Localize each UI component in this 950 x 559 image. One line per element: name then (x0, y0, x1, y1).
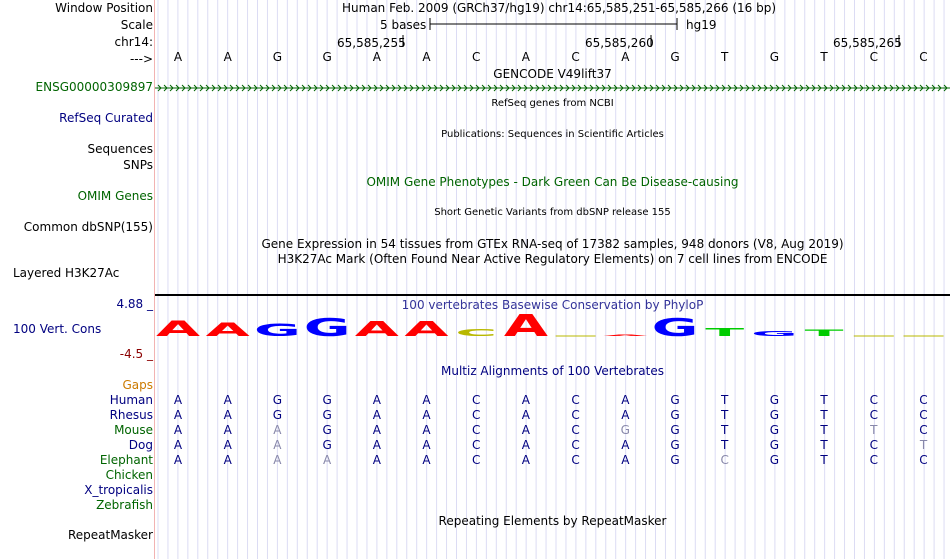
alignment-base: A (173, 453, 183, 467)
alignment-base: A (173, 438, 183, 452)
alignment-base: G (322, 408, 332, 422)
species-label[interactable]: Human (109, 393, 153, 407)
label-refseq[interactable]: RefSeq Curated (59, 111, 153, 125)
reference-base: C (571, 50, 580, 64)
alignment-base: C (869, 408, 878, 422)
alignment-base: A (273, 438, 282, 452)
alignment-base: G (769, 438, 780, 452)
scale-bar-icon (155, 14, 950, 48)
reference-base: C (471, 50, 481, 64)
species-label[interactable]: Chicken (105, 468, 153, 482)
conservation-mark: T (705, 326, 745, 339)
alignment-base: C (919, 423, 928, 437)
label-gencode-gene[interactable]: ENSG00000309897 (35, 80, 153, 94)
alignment-base: A (223, 438, 232, 452)
h3k27ac-title: H3K27Ac Mark (Often Found Near Active Regulatory Elements) on 7 cell lines from ENCODE (277, 252, 828, 266)
conservation-mark: G (254, 320, 301, 341)
alignment-base: G (272, 393, 283, 407)
alignment-base: A (223, 453, 232, 467)
conservation-mark: C (455, 326, 498, 339)
alignment-base: G (322, 438, 332, 452)
alignment-base: A (223, 393, 232, 407)
alignment-base: T (820, 438, 828, 452)
reference-base: G (272, 50, 283, 64)
alignment-base: A (621, 438, 630, 452)
alignment-base: T (721, 408, 729, 422)
alignment-base: A (621, 408, 630, 422)
omim-title: OMIM Gene Phenotypes - Dark Green Can Be Disease-causing (366, 175, 739, 189)
gtex-title: Gene Expression in 54 tissues from GTEx RNA-seq of 17382 samples, 948 donors (V8, Aug 2019) (261, 237, 844, 251)
alignment-base: T (919, 438, 928, 452)
alignment-base: A (372, 408, 381, 422)
repeatmasker-title: Repeating Elements by RepeatMasker (438, 514, 667, 528)
alignment-base: C (471, 423, 481, 437)
alignment-base: A (521, 408, 530, 422)
label-cons-max: 4.88 _ (116, 297, 153, 311)
alignment-base: A (372, 393, 381, 407)
alignment-base: C (571, 393, 580, 407)
coord-1: 65,585,255 (337, 36, 406, 50)
alignment-base: A (372, 453, 381, 467)
alignment-base: G (769, 423, 780, 437)
reference-base: A (372, 50, 381, 64)
alignment-base: C (919, 393, 928, 407)
alignment-base: T (820, 423, 828, 437)
alignment-base: C (571, 423, 580, 437)
alignment-base: G (670, 453, 680, 467)
publications-title: Publications: Sequences in Scientific Articles (441, 129, 664, 140)
reference-base: G (769, 50, 780, 64)
alignment-base: A (372, 423, 381, 437)
alignment-base: G (670, 408, 680, 422)
alignment-base: A (173, 423, 183, 437)
label-window-position: Window Position (55, 1, 153, 15)
alignment-base: G (769, 453, 780, 467)
label-h3k27ac[interactable]: Layered H3K27Ac (13, 266, 120, 280)
label-strand-arrow: ---> (129, 52, 153, 66)
alignment-base: C (720, 453, 729, 467)
alignment-base: G (620, 423, 630, 437)
alignment-base: A (223, 423, 232, 437)
conservation-mark: A (404, 317, 449, 342)
alignment-base: T (721, 393, 729, 407)
alignment-base: A (223, 408, 232, 422)
reference-base: A (422, 50, 431, 64)
label-sequences[interactable]: Sequences (87, 142, 153, 156)
alignment-base: T (820, 393, 828, 407)
conservation-logo[interactable] (155, 312, 950, 342)
alignment-base: C (869, 393, 878, 407)
conservation-mark: G (751, 329, 798, 338)
alignment-base: C (919, 408, 928, 422)
alignment-base: A (521, 438, 530, 452)
alignment-base: A (422, 423, 431, 437)
refseq-title: RefSeq genes from NCBI (491, 98, 614, 109)
alignment-base: A (521, 423, 530, 437)
alignment-base: C (919, 453, 928, 467)
alignment-base: T (870, 423, 878, 437)
alignment-base: G (670, 393, 680, 407)
reference-base: C (869, 50, 878, 64)
conservation-mark: A (205, 319, 250, 341)
reference-base: A (223, 50, 232, 64)
reference-base: G (670, 50, 680, 64)
label-cons[interactable]: 100 Vert. Cons (13, 322, 102, 336)
reference-base: A (621, 50, 630, 64)
multiz-title: Multiz Alignments of 100 Vertebrates (440, 364, 665, 378)
alignment-base: G (322, 393, 332, 407)
alignment-base: A (273, 453, 282, 467)
alignment-base: A (521, 453, 530, 467)
species-label[interactable]: Mouse (114, 423, 153, 437)
coord-2: 65,585,260 (585, 36, 654, 50)
conservation-mark: A (354, 317, 399, 342)
conservation-mark: A (603, 334, 648, 337)
alignment-base: A (173, 393, 183, 407)
label-snps[interactable]: SNPs (123, 158, 153, 172)
label-omim[interactable]: OMIM Genes (77, 189, 153, 203)
label-gaps: Gaps (122, 378, 153, 392)
alignment-base: A (173, 408, 183, 422)
species-label[interactable]: X_tropicalis (84, 483, 153, 497)
alignment-base: T (721, 438, 729, 452)
reference-base: A (173, 50, 183, 64)
reference-base: T (820, 50, 828, 64)
track-separator (155, 294, 950, 296)
alignment-base: A (273, 423, 282, 437)
label-repeatmasker[interactable]: RepeatMasker (67, 528, 153, 542)
alignment-base: A (621, 453, 630, 467)
label-chr: chr14: (114, 35, 153, 49)
species-label[interactable]: Rhesus (109, 408, 153, 422)
alignment-base: A (521, 393, 530, 407)
alignment-base: A (422, 393, 431, 407)
conservation-mark: G (303, 313, 351, 342)
alignment-base: A (422, 438, 431, 452)
label-cons-min: -4.5 _ (119, 347, 153, 361)
alignment-base: G (670, 438, 680, 452)
conservation-mark: G (651, 313, 699, 342)
alignment-base: C (571, 438, 580, 452)
alignment-base: A (422, 453, 431, 467)
reference-base: T (721, 50, 729, 64)
reference-base: G (322, 50, 332, 64)
phylop-title: 100 vertebrates Basewise Conservation by PhyloP (401, 298, 704, 312)
alignment-base: C (571, 453, 580, 467)
alignment-base: T (820, 453, 828, 467)
alignment-base: A (372, 438, 381, 452)
track-area[interactable] (155, 0, 950, 559)
alignment-base: A (422, 408, 431, 422)
gene-strand-track[interactable] (155, 83, 950, 93)
alignment-base: T (820, 408, 828, 422)
alignment-base: C (471, 438, 481, 452)
alignment-base: G (272, 408, 283, 422)
coord-3: 65,585,265 (833, 36, 902, 50)
alignment-base: C (869, 453, 878, 467)
conservation-mark: A (503, 312, 548, 342)
species-label[interactable]: Zebrafish (96, 498, 153, 512)
alignment-base: G (670, 423, 680, 437)
species-label[interactable]: Elephant (99, 453, 153, 467)
gencode-title: GENCODE V49lift37 (493, 67, 612, 81)
position-text: Human Feb. 2009 (GRCh37/hg19) chr14:65,585,251-65,585,266 (16 bp) (342, 1, 777, 15)
reference-base: A (521, 50, 530, 64)
label-scale: Scale (120, 18, 153, 32)
conservation-mark: T (804, 327, 844, 339)
dbsnp-title: Short Genetic Variants from dbSNP release 155 (434, 207, 671, 218)
alignment-base: C (571, 408, 580, 422)
alignment-base: C (471, 453, 481, 467)
alignment-base: C (471, 393, 481, 407)
assembly-label: hg19 (686, 18, 717, 32)
label-dbsnp[interactable]: Common dbSNP(155) (23, 220, 153, 234)
species-label[interactable]: Dog (128, 438, 153, 452)
alignment-base: A (322, 453, 332, 467)
alignment-base: C (471, 408, 481, 422)
alignment-base: T (721, 423, 729, 437)
reference-base: C (919, 50, 928, 64)
scale-label: 5 bases (380, 18, 427, 32)
alignment-base: G (769, 393, 780, 407)
alignment-base: A (621, 393, 630, 407)
conservation-mark: A (155, 317, 201, 342)
alignment-base: G (769, 408, 780, 422)
alignment-base: C (869, 438, 878, 452)
alignment-base: G (322, 423, 332, 437)
